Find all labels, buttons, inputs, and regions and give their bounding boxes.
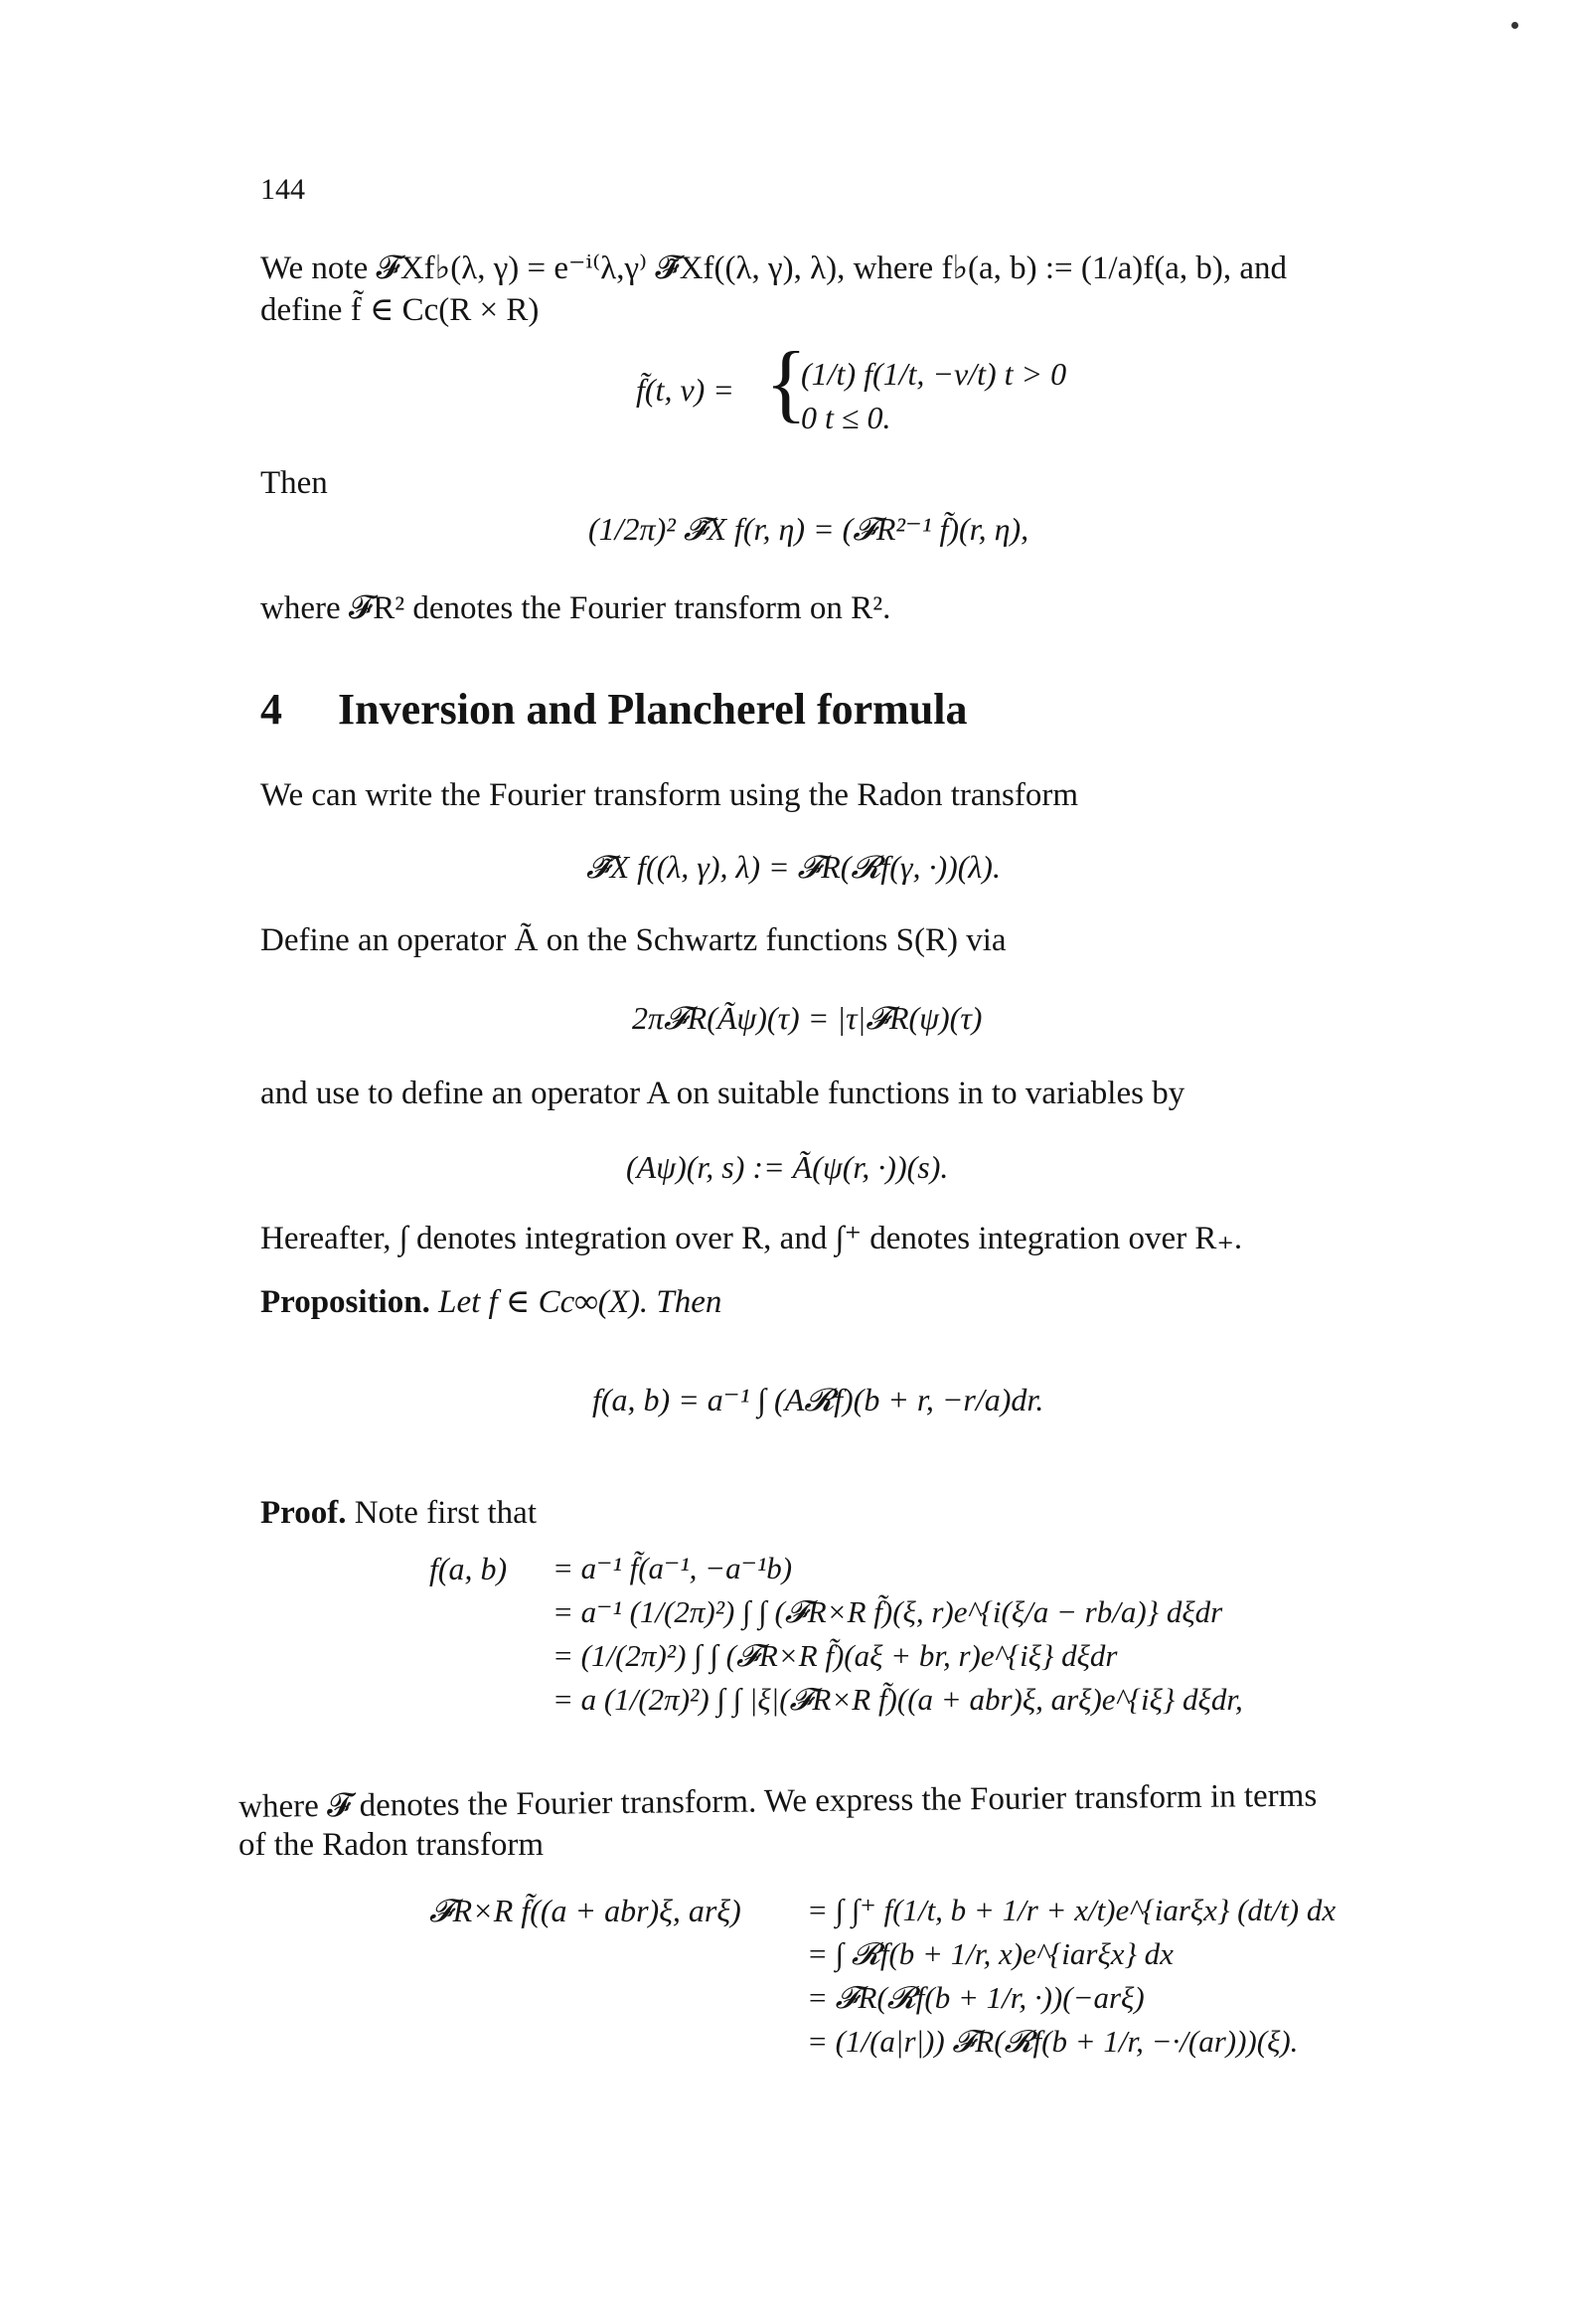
proposition	[260, 1282, 721, 1322]
equation-line: = 𝓕R(𝓡f(b + 1/r, ·))(−arξ)	[807, 1980, 1145, 2015]
paragraph-line: Define an operator Ã on the Schwartz functions S(R) via	[260, 922, 1007, 958]
equation-line: = a⁻¹ (1/(2π)²) ∫ ∫ (𝓕R×R f̃)(ξ, r)e^{i(ξ/a − rb/a)} dξdr	[552, 1594, 1223, 1629]
paragraph-line: define f̃ ∈ Cc(R × R)	[260, 292, 540, 328]
equation-line: = ∫ 𝓡f(b + 1/r, x)e^{iarξx} dx	[807, 1936, 1174, 1971]
proposition-label: Proposition.	[260, 1284, 430, 1320]
paragraph-line: We can write the Fourier transform using the Radon transform	[260, 777, 1079, 813]
proof-lhs: f(a, b)	[429, 1551, 508, 1586]
equation-A: (Aψ)(r, s) := Ã(ψ(r, ·))(s).	[626, 1149, 949, 1185]
proposition-formula: f(a, b) = a⁻¹ ∫ (A𝓡f)(b + r, −r/a)dr.	[592, 1382, 1044, 1417]
proposition-text: Let f ∈ Cc∞(X). Then	[438, 1284, 722, 1320]
equation-line: = (1/(a|r|)) 𝓕R(𝓡f(b + 1/r, −·/(ar)))(ξ).	[807, 2024, 1299, 2059]
paragraph-line: We note 𝓕Xf♭(λ, γ) = e⁻ⁱ⁽λ,γ⁾ 𝓕̃Xf((λ, γ), λ), where f♭(a, b) := (1/a)f(a, b), and	[260, 250, 1287, 286]
paragraph-line: where 𝓕R² denotes the Fourier transform on R².	[260, 590, 891, 626]
proof-equation-chain	[552, 1547, 1243, 1722]
proof-intro	[260, 1493, 537, 1533]
final-equation-lhs: 𝓕R×R f̃((a + abr)ξ, arξ)	[429, 1893, 741, 1928]
equation-ftilde-lhs: f̃(t, v) =	[636, 372, 734, 408]
paragraph-line: of the Radon transform	[238, 1827, 545, 1863]
equation-line: = (1/(2π)²) ∫ ∫ (𝓕R×R f̃)(aξ + br, r)e^{iξ} dξdr	[552, 1638, 1118, 1673]
equation-line: = a (1/(2π)²) ∫ ∫ |ξ|(𝓕R×R f̃)((a + abr)ξ, arξ)e^{iξ} dξdr,	[552, 1682, 1243, 1717]
paragraph-line: where 𝓕 denotes the Fourier transform. We express the Fourier transform in terms	[238, 1777, 1318, 1825]
equation-case: (1/t) f(1/t, −v/t) t > 0	[801, 356, 1067, 392]
equation-operator: 2π𝓕R(Ãψ)(τ) = |τ|𝓕R(ψ)(τ)	[632, 1000, 983, 1036]
final-equation-chain	[807, 1889, 1336, 2064]
proof-label: Proof.	[260, 1495, 347, 1531]
then-label: Then	[260, 465, 328, 501]
page-number: 144	[260, 173, 305, 206]
cases-brace: {	[765, 335, 808, 431]
equation-then: (1/2π)² 𝓕̃X f(r, η) = (𝓕R²⁻¹ f̃)(r, η),	[588, 511, 1029, 547]
section-heading	[260, 684, 968, 735]
paragraph-line: and use to define an operator A on suitable functions in to variables by	[260, 1076, 1185, 1111]
equation-line: = ∫ ∫⁺ f(1/t, b + 1/r + x/t)e^{iarξx} (dt/t) dx	[807, 1893, 1337, 1927]
section-number: 4	[260, 685, 282, 734]
equation-radon: 𝓕̃X f((λ, γ), λ) = 𝓕R(𝓡f(γ, ·))(λ).	[586, 849, 1001, 885]
proof-text: Note first that	[354, 1495, 537, 1531]
paragraph-line: Hereafter, ∫ denotes integration over R, and ∫⁺ denotes integration over R₊.	[260, 1221, 1243, 1256]
equation-case: 0 t ≤ 0.	[801, 400, 891, 435]
equation-line: = a⁻¹ f̃(a⁻¹, −a⁻¹b)	[552, 1551, 793, 1585]
scan-speck	[1511, 22, 1518, 29]
section-title: Inversion and Plancherel formula	[338, 685, 968, 734]
